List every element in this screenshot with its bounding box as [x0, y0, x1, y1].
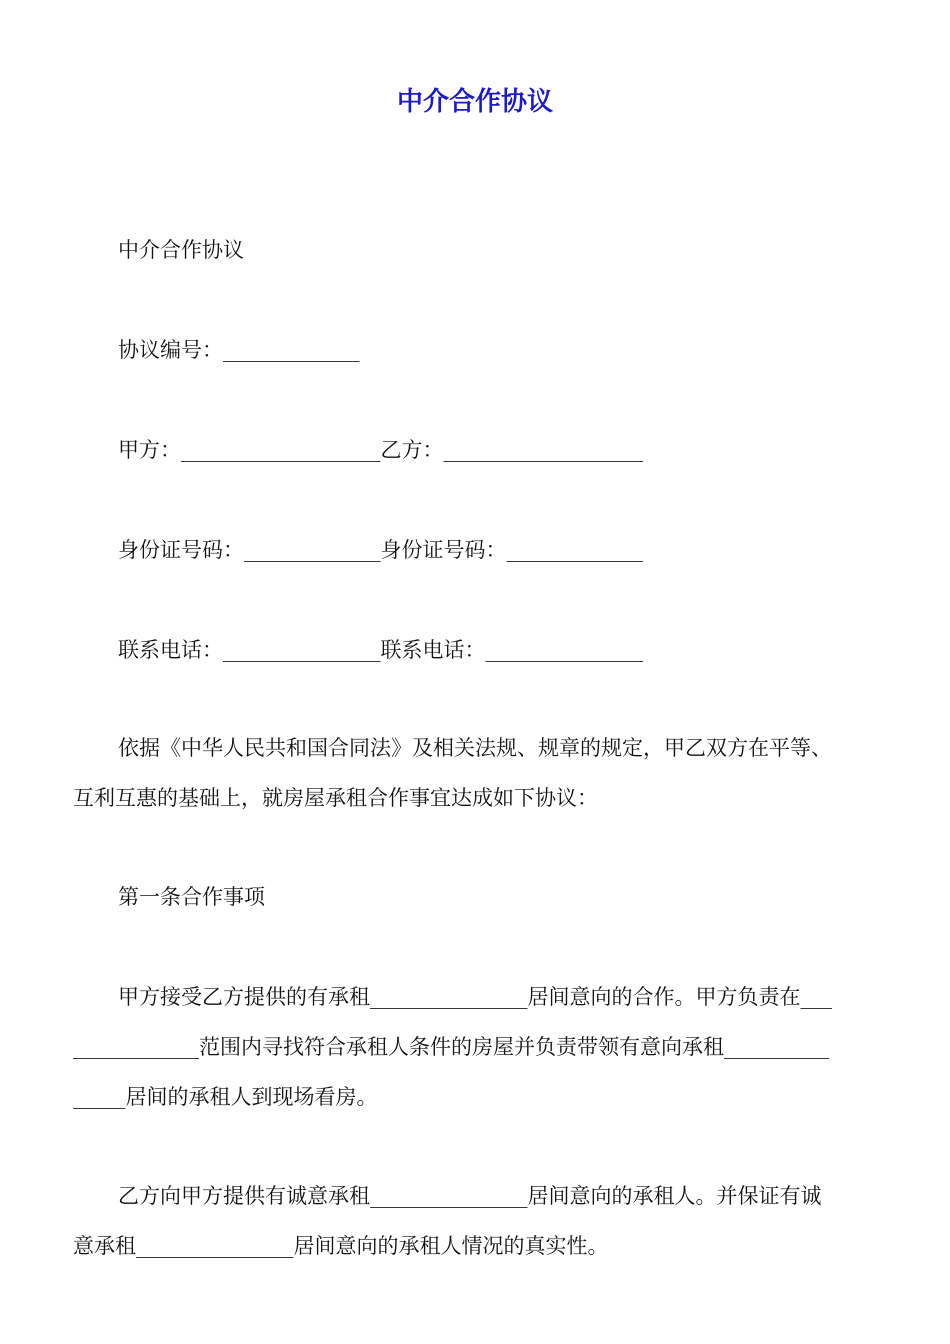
- preamble-line: 互利互惠的基础上，就房屋承租合作事宜达成如下协议：: [73, 786, 598, 810]
- agreement-heading: 中介合作协议: [118, 238, 244, 262]
- paragraph-line: _____居间的承租人到现场看房。: [73, 1085, 378, 1109]
- parties-line: 甲方：___________________乙方：___________________: [118, 438, 643, 462]
- paragraph-line: ____________范围内寻找符合承租人条件的房屋并负责带领有意向承租__________: [73, 1035, 829, 1059]
- id-number-line: 身份证号码：_____________身份证号码：_____________: [118, 538, 643, 562]
- paragraph-line: 甲方接受乙方提供的有承租_______________居间意向的合作。甲方负责在___: [118, 985, 832, 1009]
- article-1-paragraph-1: [73, 972, 879, 1122]
- phone-line: 联系电话：_______________联系电话：_______________: [118, 638, 643, 662]
- preamble-line: 依据《中华人民共和国合同法》及相关法规、规章的规定，甲乙双方在平等、: [118, 736, 832, 760]
- article-1-title: 第一条合作事项: [118, 885, 265, 909]
- preamble-paragraph: [73, 723, 879, 823]
- paragraph-line: 意承租_______________居间意向的承租人情况的真实性。: [73, 1234, 609, 1258]
- article-1-paragraph-2: [73, 1171, 879, 1271]
- paragraph-line: 乙方向甲方提供有诚意承租_______________居间意向的承租人。并保证有诚: [118, 1184, 822, 1208]
- document-title: 中介合作协议: [396, 87, 553, 117]
- agreement-number-line: 协议编号：_____________: [118, 338, 360, 362]
